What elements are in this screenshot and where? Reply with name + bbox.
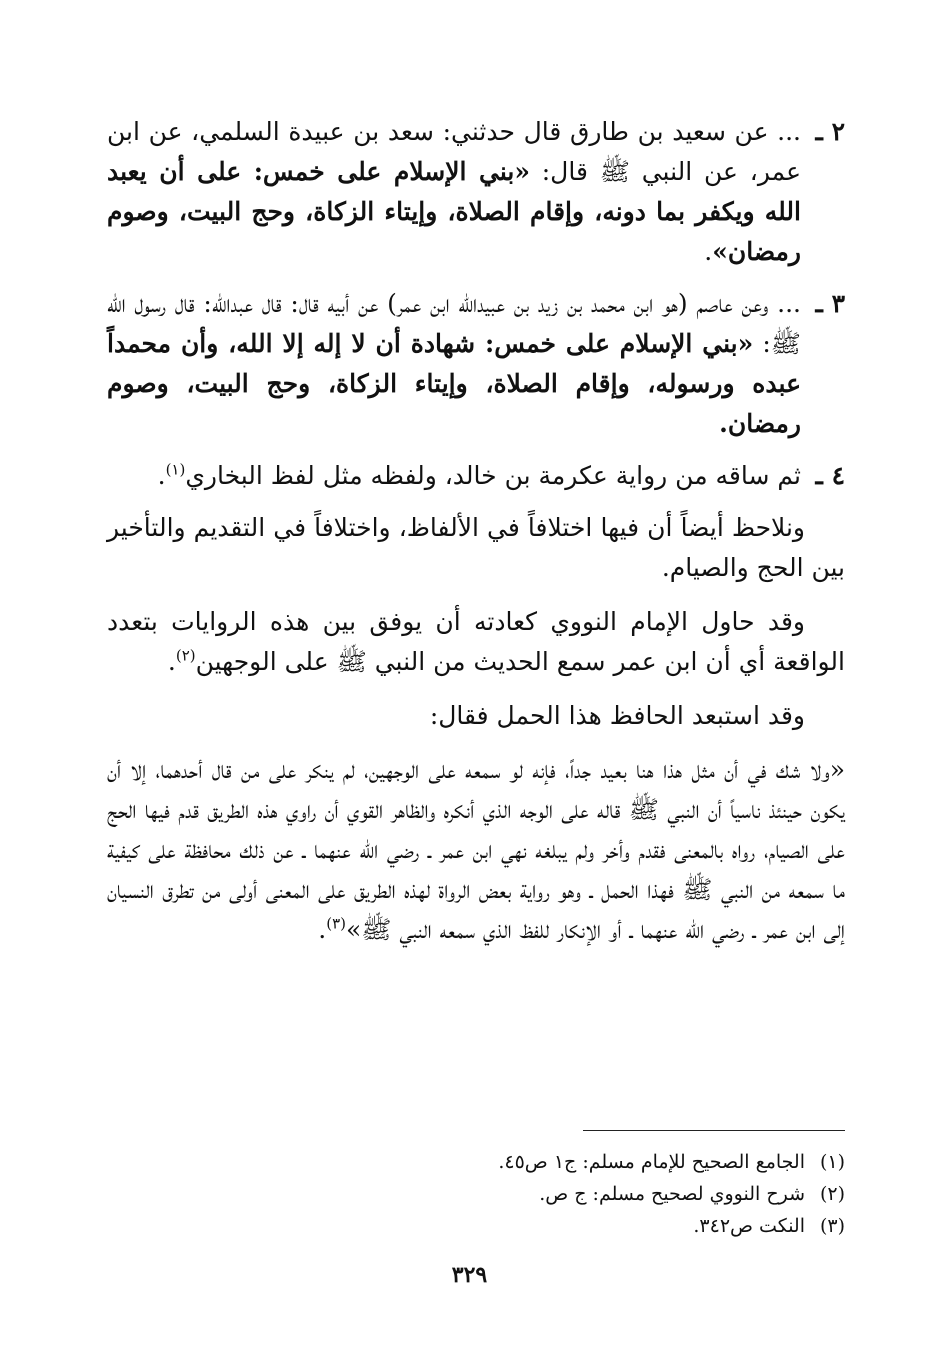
footnote-ref: (٢) (175, 646, 196, 665)
footnote-number: (٣) (819, 1215, 845, 1237)
quote-punct: . (318, 915, 327, 944)
footnote-number: (٢) (819, 1183, 845, 1205)
item-text: ... وعن عاصم (هو ابن محمد بن زيد بن عبيدالله ابن عمر) عن أبيه قال: قال عبدالله: قال رسول الله ﷺ: (107, 289, 801, 358)
page-number: ٣٢٩ (451, 1262, 488, 1288)
footnote-ref: (٣) (326, 914, 346, 933)
footnote-1 (245, 1146, 845, 1178)
item-text: ... عن سعيد بن طارق قال حدثني: سعد بن عبيدة السلمي، عن ابن عمر، عن النبي ﷺ قال: (107, 117, 802, 186)
item-number: ٤ ـ (815, 461, 845, 490)
footnote-ref: (١) (165, 460, 186, 479)
footnotes (245, 1146, 845, 1242)
paragraph-punct: . (167, 647, 176, 676)
paragraph-hafiz: وقد استبعد الحافظ هذا الحمل فقال: (429, 701, 805, 730)
main-text (107, 112, 845, 964)
footnote-text: الجامع الصحيح للإمام مسلم: ج١ ص٤٥. (498, 1151, 805, 1173)
paragraph-text: وقد حاول الإمام النووي كعادته أن يوفق بين هذه الروايات بتعدد الواقعة أي أن ابن عمر سمع الحديث من النبي ﷺ على الوجهين (107, 607, 845, 676)
quote-text: «ولا شك في أن مثل هذا هنا بعيد جداً، فإنه لو سمعه على الوجهين، لم ينكر على من قال أحدهما، إلا أن يكون حينئذ ناسياً أن النبي ﷺ قاله على الوجه الذي أنكره والظاهر القوي أن راوي هذه الطريق قدم فيها الحج على الصيام، رواه بالمعنى فقدم وأخر ولم يبلغه نهي ابن عمر ـ رضي الله عنهما ـ عن ذلك محافظة على كيفية ما سمعه من النبي ﷺ فهذا الحمل ـ وهو رواية بعض الرواة لهذه الطريق على المعنى أولى من تطرق النسيان إلى ابن عمر ـ رضي الله عنهما ـ أو الإنكار للفظ الذي سمعه النبي ﷺ» (107, 755, 845, 944)
item-body (107, 284, 801, 444)
footnote-2 (245, 1178, 845, 1210)
item-punct: . (704, 237, 713, 266)
item-body (107, 456, 801, 496)
footnote-3 (245, 1210, 845, 1242)
paragraph-quote (107, 750, 845, 950)
item-body (107, 112, 801, 272)
paragraph-nawawi (107, 602, 845, 682)
footnote-text: شرح النووي لصحيح مسلم: ج ص. (539, 1183, 805, 1205)
paragraph-observation: ونلاحظ أيضاً أن فيها اختلافاً في الألفاظ، واختلافاً في التقديم والتأخير بين الحج والصيام. (107, 513, 845, 582)
hadith-quote-bold: «بني الإسلام على خمس: على أن يعبد الله ويكفر بما دونه، وإقام الصلاة، وإيتاء الزكاة، وحج البيت، وصوم رمضان» (107, 157, 801, 266)
hadith-quote-bold: «بني الإسلام على خمس: شهادة أن لا إله إلا الله، وأن محمداً عبده ورسوله، وإقام الصلاة، وإيتاء الزكاة، وحج البيت، وصوم رمضان. (107, 329, 801, 438)
item-number: ٢ ـ (815, 117, 845, 146)
hadith-item-3 (107, 284, 845, 444)
hadith-item-2 (107, 112, 845, 272)
hadith-item-4 (107, 456, 845, 496)
item-number: ٣ ـ (815, 289, 845, 318)
footnote-number: (١) (819, 1151, 845, 1173)
item-punct: . (157, 461, 166, 490)
footnote-text: النكت ص٣٤٢. (693, 1215, 805, 1237)
item-text: ثم ساقه من رواية عكرمة بن خالد، ولفظه مثل لفظ البخاري (185, 461, 801, 490)
footnote-divider (583, 1130, 845, 1131)
